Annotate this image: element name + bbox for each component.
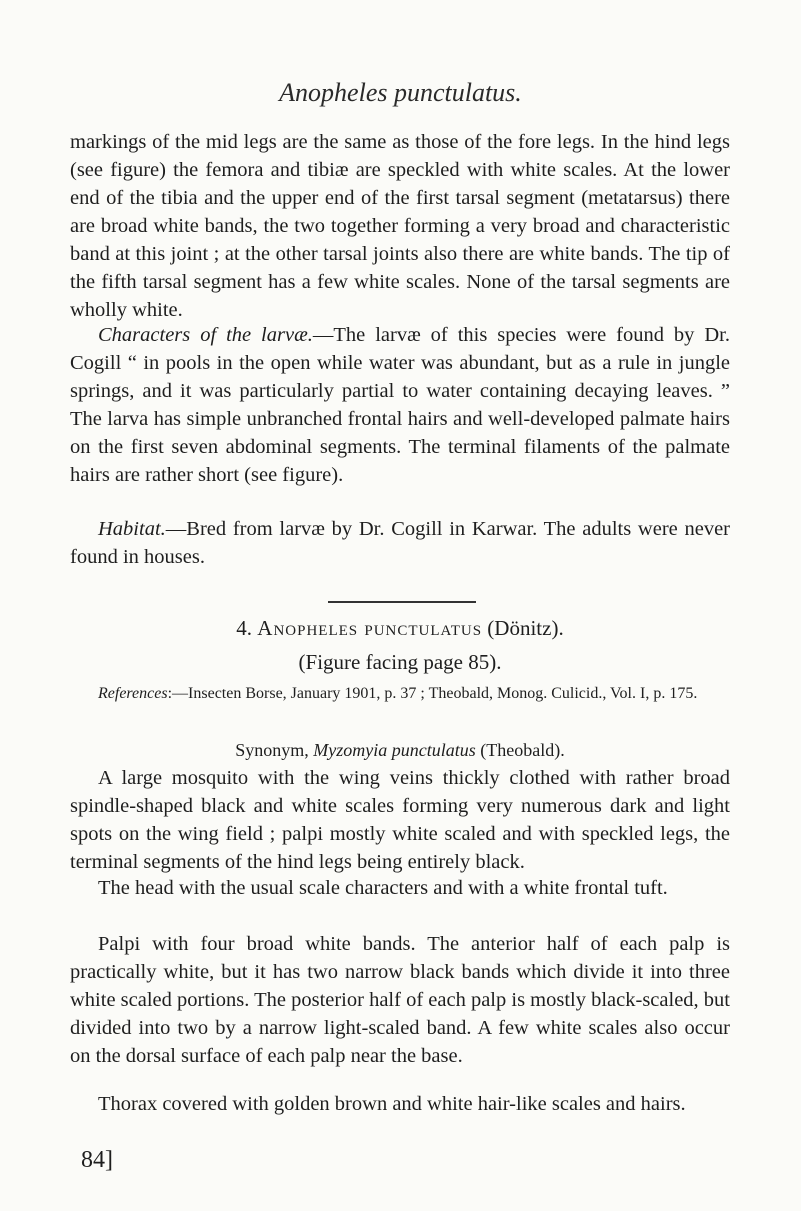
paragraph-text: —The larvæ of this species were found by Dr. Cogill “ in pools in the open while water was abundant, but as a rule in jungle springs, and it was particularly partial to water containing decaying leaves. ” The larva has simple unbranched frontal hairs and well-developed palmate hairs on the first seven abdominal segments. The terminal filaments of the palmate hairs are rather short (see figure). — [70, 324, 731, 486]
synonym-prefix: Synonym, — [235, 740, 309, 760]
paragraph-thorax — [70, 1090, 730, 1118]
running-header: Anopheles punctulatus. — [279, 78, 522, 107]
page-number: 84] — [81, 1147, 113, 1173]
paragraph-text: —Bred from larvæ by Dr. Cogill in Karwar. The adults were never found in houses. — [70, 518, 730, 568]
references — [70, 683, 730, 705]
paragraph-palpi — [70, 930, 730, 1070]
paragraph-text: Thorax covered with golden brown and white hair-like scales and hairs. — [98, 1093, 686, 1115]
species-author: (Dönitz). — [487, 616, 564, 640]
paragraph-habitat — [70, 515, 730, 571]
section-number: 4. — [236, 616, 253, 640]
figure-reference: (Figure facing page 85). — [298, 650, 502, 674]
synonym-name: Myzomyia punctulatus — [313, 740, 476, 760]
paragraph-leg-markings — [70, 128, 730, 324]
habitat-heading: Habitat. — [98, 518, 166, 540]
section-divider — [328, 601, 476, 603]
larvae-heading: Characters of the larvæ. — [98, 324, 313, 346]
paragraph-text: Palpi with four broad white bands. The anterior half of each palp is practically white, but it has two narrow black bands which divide it into three white scaled portions. The posterior half of each palp is mostly black-scaled, but divided into two by a narrow light-scaled band. A few white scales also occur on the dorsal surface of each palp near the base. — [70, 933, 730, 1067]
references-label: References — [98, 685, 168, 702]
references-text: :—Insecten Borse, January 1901, p. 37 ; Theobald, Monog. Culicid., Vol. I, p. 175. — [167, 685, 698, 702]
paragraph-head — [70, 874, 730, 902]
paragraph-larvae — [70, 321, 730, 489]
section-heading — [70, 614, 730, 642]
paragraph-text: A large mosquito with the wing veins thickly clothed with rather broad spindle-shaped black and white scales forming very numerous dark and light spots on the wing field ; palpi mostly white scaled and with speckled legs, the terminal segments of the hind legs being entirely black. — [70, 767, 730, 873]
paragraph-text: The head with the usual scale characters and with a white frontal tuft. — [98, 877, 668, 899]
synonym-line — [70, 736, 730, 764]
paragraph-description — [70, 764, 730, 876]
synonym-author: (Theobald). — [480, 740, 565, 760]
species-name: Anopheles punctulatus — [257, 616, 483, 640]
paragraph-text: markings of the mid legs are the same as those of the fore legs. In the hind legs (see figure) the femora and tibiæ are speckled with white scales. At the lower end of the tibia and the upper end of the first tarsal segment (metatarsus) there are broad white bands, the two together forming a very broad and characteristic band at this joint ; at the other tarsal joints also there are white bands. The tip of the fifth tarsal segment has a few white scales. None of the tarsal segments are wholly white. — [70, 131, 730, 321]
